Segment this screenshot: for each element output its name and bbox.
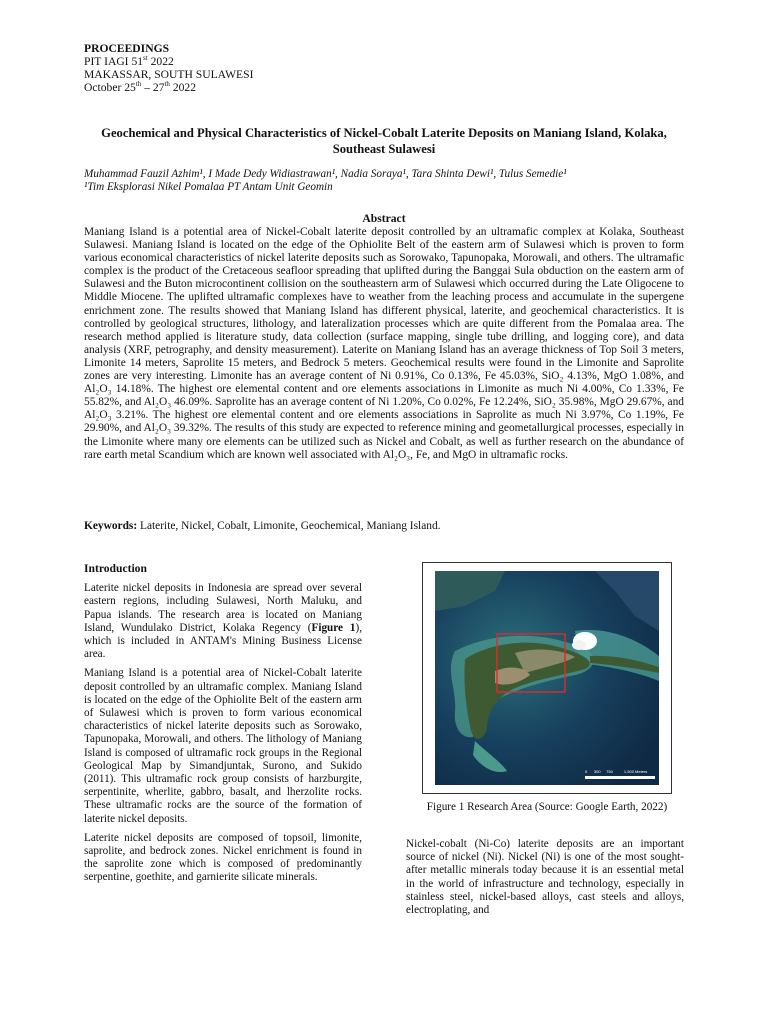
abstract-text: Maniang Island is a potential area of Nickel-Cobalt laterite deposit controlled by an ultramafic complex at Kolaka, Southeast Sulawesi. Maniang Island is located on the edge of the Ophiolite Belt of the eastern arm of Sulawesi which is proven to form various economical characteristics of nickel laterite deposits such as Sorowako, Tapunopaka, Morowali, and others. The ultramafic complex is the product of the Cretaceous seafloor spreading that uplifted during the Banggai Sula obduction on the eastern arm of Sulawesi and the Buton microcontinent collision on the southeastern arm of Sulawesi which occurred during the Late Oligocene to Middle Miocene. The uplifted ultramafic complexes have to weather from the leaching process and accumulate in the supergene enrichment zone. The results showed that Maniang Island has different physical, laterite, and geochemical characteristics. It is controlled by geological structures, lithology, and lateralization processes which are quite different from the Pomalaa area. The research method applied is literature study, data collection (surface mapping, single tube drilling, and logging core), and data analysis (XRF, petrography, and density measurement). Laterite on Maniang Island has an average thickness of Top Soil 3 meters, Limonite 14 meters, Saprolite 15 meters, and Bedrock 5 meters. Geochemical results were found in the Limonite and Saprolite zones are very interesting. Limonite has an average content of Ni 0.91%, Co 0.13%, Fe 45.03%, SiO₂ 4.13%, MgO 1.08%, and Al₂O₃ 14.18%. The highest ore elemental content and ore elements associations in Limonite as much Ni 4.00%, Co 1.33%, Fe 55.82%, and Al₂O₃ 46.09%. Saprolite has an average content of Ni 1.20%, Co 0.02%, Fe 12.24%, SiO₂ 35.98%, MgO 29.67%, and Al₂O₃ 3.21%. The highest ore elemental content and ore elements associations in Saprolite as much Ni 3.97%, Co 1.19%, Fe 29.90%, and Al₂O₃ 39.32%. The results of this study are expected to reference mining and geometallurgical processes, especially in the Limonite where many ore elements can be utilized such as Nickel and Cobalt, as well as further research on the abundance of rare earth metal Scandium which are known well associated with Al₂O₃, Fe, and MgO in ultramafic rocks. xyxy=(84,226,684,461)
event-name: PIT IAGI 51st 2022 xyxy=(84,54,174,68)
author-list: Muhammad Fauzil Azhim¹, I Made Dedy Widiastrawan¹, Nadia Soraya¹, Tara Shinta Dewi¹, Tulus Semedie¹ xyxy=(84,168,567,180)
paper-title: Geochemical and Physical Characteristics of Nickel-Cobalt Laterite Deposits on Maniang Island, Kolaka, Southeast Sulawesi xyxy=(101,126,667,156)
map-scale-bar: 0 300 750 1,500 Meters xyxy=(585,769,648,774)
keywords-label: Keywords: xyxy=(84,520,138,532)
introduction-section xyxy=(84,562,362,891)
introduction-paragraph-3: Laterite nickel deposits are composed of topsoil, limonite, saprolite, and bedrock zones. Nickel enrichment is found in the saprolite zone which is composed of predominantly serpentine, goethite, and garnierite silicate minerals. xyxy=(84,831,362,884)
nickel-cobalt-paragraph: Nickel-cobalt (Ni-Co) laterite deposits are an important source of nickel (Ni). Nickel (Ni) is one of the most sought-after metallic minerals today because it is an essential metal in the world of infrastructure and technology, especially in stainless steel, nickel-based alloys, cast steels and alloys, electroplating, and xyxy=(406,838,684,917)
proceedings-label: PROCEEDINGS xyxy=(84,42,170,55)
right-column-text xyxy=(406,838,684,917)
keywords-line xyxy=(84,520,684,533)
event-date: October 25th – 27th 2022 xyxy=(84,80,197,94)
figure-1-caption: Figure 1 Research Area (Source: Google Earth, 2022) xyxy=(426,801,668,813)
proceedings-header xyxy=(84,42,253,94)
author-affiliation: ¹Tim Eksplorasi Nikel Pomalaa PT Antam Unit Geomin xyxy=(84,181,333,193)
satellite-map-image xyxy=(435,571,659,785)
author-block xyxy=(84,168,684,194)
abstract-heading: Abstract xyxy=(362,212,406,225)
event-location: MAKASSAR, SOUTH SULAWESI xyxy=(84,68,254,81)
introduction-paragraph-2: Maniang Island is a potential area of Nickel-Cobalt laterite deposit controlled by an ultramafic complex. Maniang Island is located on the edge of the Ophiolite Belt of the eastern arm of Sulawesi which is proven to form various economical characteristics of nickel laterite deposits such as Sorowako, Tapunopaka, Morowali, and others. The lithology of Maniang Island is composed of ultramafic rock groups in the Regional Geological Map by Simandjuntak, Surono, and Sukido (2011). This ultramafic rock group consists of harzburgite, serpentinite, wherlite, gabbro, basalt, and lherzolite rocks. These ultramafic rocks are the source of the formation of laterite nickel deposits. xyxy=(84,667,362,825)
introduction-paragraph-1: Laterite nickel deposits in Indonesia are spread over several eastern regions, including Sulawesi, North Maluku, and Papua islands. The research area is located on Maniang Island, Wundulako District, Kolaka Regency (Figure 1), which is included in ANTAM's Mining Business License area. xyxy=(84,582,362,661)
keywords-list: Laterite, Nickel, Cobalt, Limonite, Geochemical, Maniang Island. xyxy=(137,520,441,532)
figure-1-frame xyxy=(422,562,672,794)
figure-1-reference[interactable]: Figure 1 xyxy=(311,621,356,634)
introduction-heading: Introduction xyxy=(84,562,147,575)
